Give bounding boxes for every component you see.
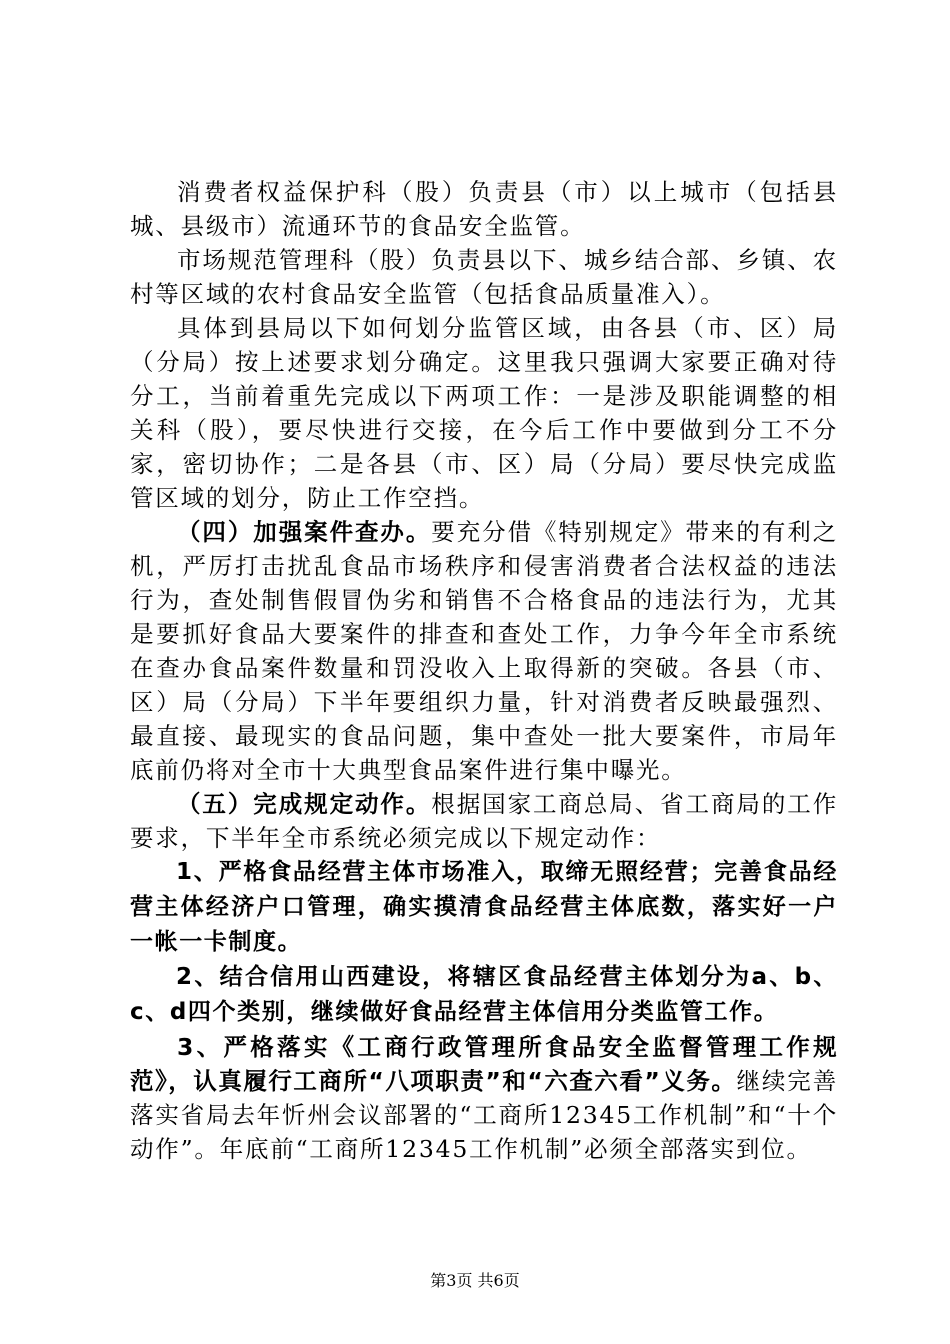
paragraph-market-regulation: 市场规范管理科（股）负责县以下、城乡结合部、乡镇、农村等区域的农村食品安全监管（包括食品质量准入）。 <box>130 246 838 308</box>
list-item-3 <box>130 1030 838 1166</box>
document-body <box>130 175 838 1166</box>
list-item-1: 1、严格食品经营主体市场准入，取缔无照经营；完善食品经营主体经济户口管理，确实摸清食品经营主体底数，落实好一户一帐一卡制度。 <box>130 859 838 955</box>
section-heading-four: （四）加强案件查办。 <box>177 518 432 546</box>
section-body-four: 要充分借《特别规定》带来的有利之机，严厉打击扰乱食品市场秩序和侵害消费者合法权益的违法行为，查处制售假冒伪劣和销售不合格食品的违法行为，尤其是要抓好食品大要案件的排查和查处工作，力争今年全市系统在查办食品案件数量和罚没收入上取得新的突破。各县（市、区）局（分局）下半年要组织力量，针对消费者反映最强烈、最直接、最现实的食品问题，集中查处一批大要案件，市局年底前仍将对全市十大典型食品案件进行集中曝光。 <box>130 518 838 784</box>
paragraph-required-actions <box>130 787 838 855</box>
paragraph-division-of-work: 具体到县局以下如何划分监管区域，由各县（市、区）局（分局）按上述要求划分确定。这里我只强调大家要正确对待分工，当前着重先完成以下两项工作：一是涉及职能调整的相关科（股），要尽快进行交接，在今后工作中要做到分工不分家，密切协作；二是各县（市、区）局（分局）要尽快完成监管区域的划分，防止工作空挡。 <box>130 314 838 512</box>
list-item-3-normal: 继续完善落实省局去年忻州会议部署的“工商所12345工作机制”和“十个动作”。年底前“工商所12345工作机制”必须全部落实到位。 <box>130 1067 839 1163</box>
list-item-2: 2、结合信用山西建设，将辖区食品经营主体划分为a、b、c、d四个类别，继续做好食品经营主体信用分类监管工作。 <box>130 964 838 1025</box>
section-body-five: 根据国家工商总局、省工商局的工作要求，下半年全市系统必须完成以下规定动作： <box>130 790 838 852</box>
list-item-3-bold: 3、严格落实《工商行政管理所食品安全监督管理工作规范》，认真履行工商所“八项职责”和“六查六看”义务。 <box>130 1033 838 1095</box>
section-heading-five: （五）完成规定动作。 <box>177 790 432 818</box>
page-footer: 第3页 共6页 <box>430 1271 520 1290</box>
paragraph-consumer-protection: 消费者权益保护科（股）负责县（市）以上城市（包括县城、县级市）流通环节的食品安全监管。 <box>130 178 838 240</box>
paragraph-case-handling <box>130 515 838 787</box>
